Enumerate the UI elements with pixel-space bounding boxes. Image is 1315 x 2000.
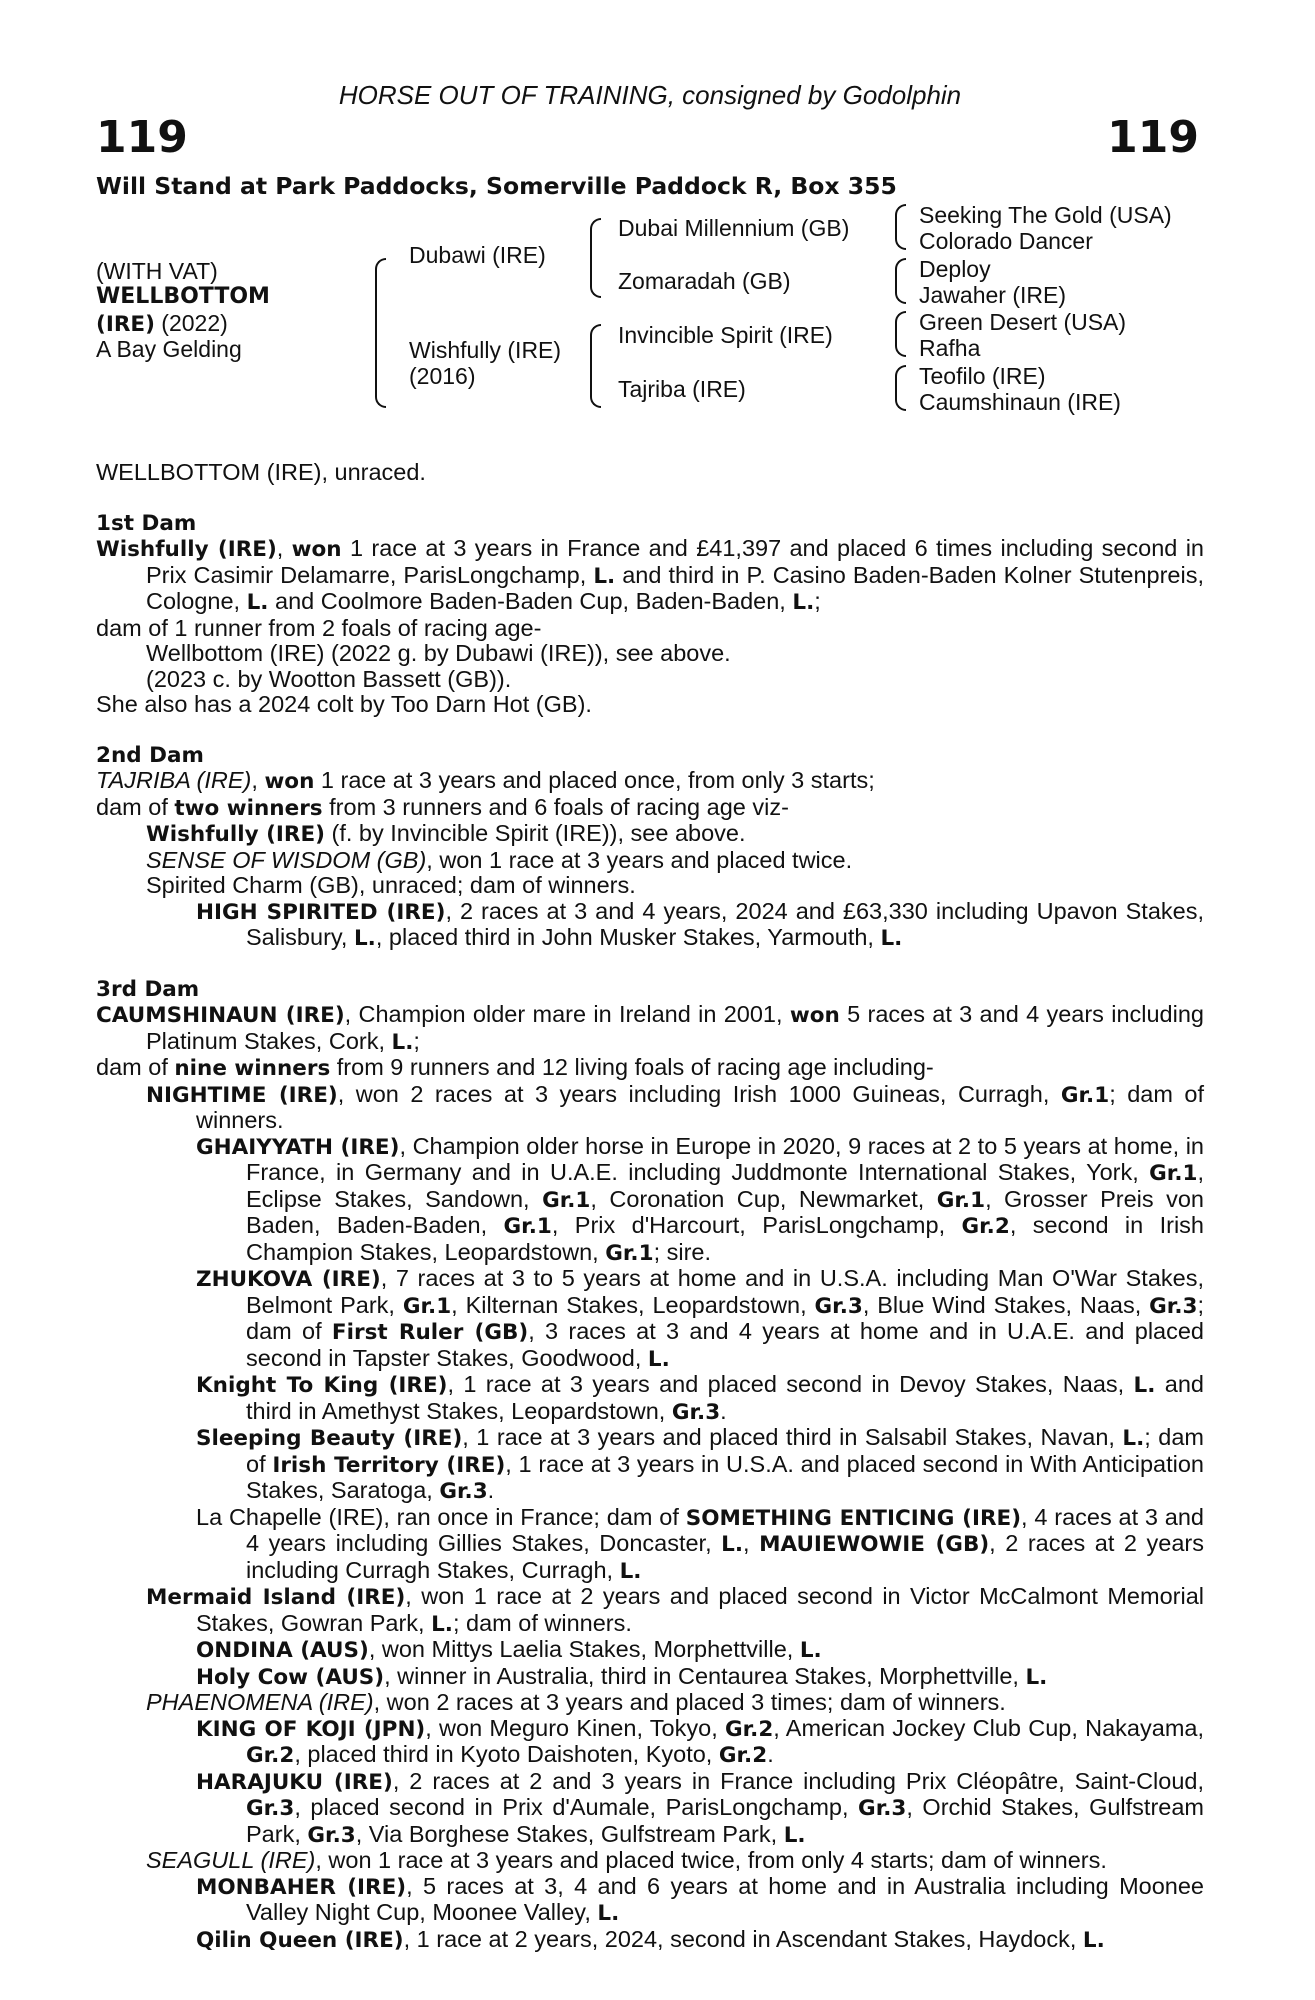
pedigree-brace-dd bbox=[895, 365, 906, 411]
produce-sense-of-wisdom: SENSE OF WISDOM (GB), won 1 race at 3 years and placed twice. bbox=[146, 846, 853, 873]
produce-seagull: SEAGULL (IRE), won 1 race at 3 years and placed twice, from only 4 starts; dam of winners. bbox=[146, 1847, 1107, 1873]
lot-number-left: 119 bbox=[96, 112, 188, 163]
horse-year: (2022) bbox=[154, 310, 228, 336]
lot-number-right: 119 bbox=[1107, 112, 1199, 163]
pedigree-dam-sire: Invincible Spirit (IRE) bbox=[618, 322, 833, 348]
pedigree-ddd: Caumshinaun (IRE) bbox=[919, 389, 1121, 415]
third-dam-record: CAUMSHINAUN (IRE), Champion older mare in Ireland in 2001, won 5 races at 3 and 4 years including Platinum Stakes, Cork, L.; bbox=[96, 1001, 1204, 1055]
consignor-heading: HORSE OUT OF TRAINING, consigned by Godolphin bbox=[338, 80, 962, 110]
first-dam-produce-summary: dam of 1 runner from 2 foals of racing age- bbox=[96, 614, 542, 641]
produce-zhukova: ZHUKOVA (IRE), 7 races at 3 to 5 years at home and in U.S.A. including Man O'War Stakes, Belmont Park, Gr.1, Kilternan Stakes, Leopardstown, Gr.3, Blue Wind Stakes, Naas, Gr.3; dam of First Ruler (GB), 3 races at 3 and 4 years at home and in U.A.E. and placed second in Tapster Stakes, Goodwood, L. bbox=[196, 1265, 1204, 1372]
pedigree-ssd: Colorado Dancer bbox=[919, 228, 1093, 254]
pedigree-dds: Teofilo (IRE) bbox=[919, 363, 1046, 389]
pedigree-dss: Green Desert (USA) bbox=[919, 309, 1127, 335]
pedigree-sire-sire: Dubai Millennium (GB) bbox=[618, 215, 850, 241]
pedigree-sdd: Jawaher (IRE) bbox=[919, 282, 1066, 308]
produce-king-of-koji: KING OF KOJI (JPN), won Meguro Kinen, Tokyo, Gr.2, American Jockey Club Cup, Nakayama, Gr.2, placed third in Kyoto Daishoten, Kyoto, Gr.2. bbox=[196, 1714, 1204, 1768]
produce-nightime: NIGHTIME (IRE), won 2 races at 3 years including Irish 1000 Guineas, Curragh, Gr.1; dam of winners. bbox=[146, 1080, 1205, 1133]
produce-mermaid-island: Mermaid Island (IRE), won 1 race at 2 years and placed second in Victor McCalmont Memorial Stakes, Gowran Park, L.; dam of winners. bbox=[146, 1583, 1204, 1637]
first-dam-heading: 1st Dam bbox=[96, 510, 197, 536]
pedigree-dam-year: (2016) bbox=[409, 363, 476, 389]
race-record: WELLBOTTOM (IRE), unraced. bbox=[96, 459, 426, 485]
pedigree-dam-dam: Tajriba (IRE) bbox=[618, 376, 746, 402]
produce-qilin-queen: Qilin Queen (IRE), 1 race at 2 years, 2024, second in Ascendant Stakes, Haydock, L. bbox=[196, 1925, 1105, 1953]
produce-holy-cow: Holy Cow (AUS), winner in Australia, third in Centaurea Stakes, Morphettville, L. bbox=[196, 1662, 1048, 1690]
pedigree-sire-dam: Zomaradah (GB) bbox=[618, 268, 791, 294]
horse-name-line2 bbox=[96, 310, 228, 338]
produce-ghaiyyath: GHAIYYATH (IRE), Champion older horse in Europe in 2020, 9 races at 2 to 5 years at home, in France, in Germany and in U.A.E. including Juddmonte International Stakes, York, Gr.1, Eclipse Stakes, Sandown, Gr.1, Coronation Cup, Newmarket, Gr.1, Grosser Preis von Baden, Baden-Baden, Gr.1, Prix d'Harcourt, ParisLongchamp, Gr.2, second in Irish Champion Stakes, Leopardstown, Gr.1; sire. bbox=[196, 1132, 1204, 1266]
second-dam-record: TAJRIBA (IRE), won 1 race at 3 years and placed once, from only 3 starts; bbox=[96, 767, 875, 794]
second-dam-heading: 2nd Dam bbox=[96, 742, 204, 768]
produce-2024-colt: She also has a 2024 colt by Too Darn Hot (GB). bbox=[96, 691, 592, 717]
pedigree-brace-sd bbox=[895, 258, 906, 304]
pedigree-brace-ds bbox=[895, 311, 906, 357]
horse-country: (IRE) bbox=[96, 312, 155, 337]
pedigree-brace-dam bbox=[590, 324, 601, 408]
produce-2023-colt: (2023 c. by Wootton Bassett (GB)). bbox=[146, 665, 512, 692]
pedigree-dsd: Rafha bbox=[919, 335, 981, 361]
pedigree-sss: Seeking The Gold (USA) bbox=[919, 202, 1172, 228]
produce-harajuku: HARAJUKU (IRE), 2 races at 2 and 3 years in France including Prix Cléopâtre, Saint-Cloud, Gr.3, placed second in Prix d'Aumale, ParisLongchamp, Gr.3, Orchid Stakes, Gulfstream Park, Gr.3, Via Borghese Stakes, Gulfstream Park, L. bbox=[196, 1767, 1205, 1848]
produce-wellbottom: Wellbottom (IRE) (2022 g. by Dubawi (IRE)), see above. bbox=[146, 640, 731, 666]
produce-phaenomena: PHAENOMENA (IRE), won 2 races at 3 years and placed 3 times; dam of winners. bbox=[146, 1689, 1006, 1715]
pedigree-sire: Dubawi (IRE) bbox=[409, 242, 546, 268]
pedigree-sds: Deploy bbox=[919, 256, 991, 282]
pedigree-dam: Wishfully (IRE) bbox=[409, 337, 562, 363]
produce-high-spirited: HIGH SPIRITED (IRE), 2 races at 3 and 4 years, 2024 and £63,330 including Upavon Stakes, Salisbury, L., placed third in John Musker Stakes, Yarmouth, L. bbox=[196, 897, 1204, 951]
third-dam-heading: 3rd Dam bbox=[96, 976, 200, 1002]
produce-monbaher: MONBAHER (IRE), 5 races at 3, 4 and 6 years at home and in Australia including Moonee Valley Night Cup, Moonee Valley, L. bbox=[196, 1872, 1204, 1926]
produce-wishfully: Wishfully (IRE) (f. by Invincible Spirit (IRE)), see above. bbox=[146, 820, 746, 847]
produce-sleeping-beauty: Sleeping Beauty (IRE), 1 race at 3 years and placed third in Salsabil Stakes, Navan, L.; dam of Irish Territory (IRE), 1 race at 3 years in U.S.A. and placed second in With Anticipation Stakes, Saratoga, Gr.3. bbox=[196, 1424, 1204, 1504]
pedigree-brace-main bbox=[375, 258, 386, 408]
produce-knight-to-king: Knight To King (IRE), 1 race at 3 years and placed second in Devoy Stakes, Naas, L. and third in Amethyst Stakes, Leopardstown, Gr.3. bbox=[196, 1371, 1204, 1425]
pedigree-brace-ss bbox=[895, 204, 906, 250]
third-dam-produce-summary: dam of nine winners from 9 runners and 12 living foals of racing age including- bbox=[96, 1054, 934, 1081]
horse-name: WELLBOTTOM bbox=[96, 284, 270, 309]
pedigree-brace-sire bbox=[590, 218, 601, 298]
produce-la-chapelle: La Chapelle (IRE), ran once in France; dam of SOMETHING ENTICING (IRE), 4 races at 3 and 4 years including Gillies Stakes, Doncaster, L., MAUIEWOWIE (GB), 2 races at 2 years including Curragh Stakes, Curragh, L. bbox=[196, 1503, 1204, 1584]
vat-label: (WITH VAT) bbox=[96, 258, 218, 284]
catalogue-content bbox=[96, 460, 1204, 1953]
stand-location: Will Stand at Park Paddocks, Somerville Paddock R, Box 355 bbox=[96, 172, 897, 200]
horse-description: A Bay Gelding bbox=[96, 336, 242, 362]
produce-ondina: ONDINA (AUS), won Mittys Laelia Stakes, Morphettville, L. bbox=[196, 1636, 822, 1663]
second-dam-produce-summary: dam of two winners from 3 runners and 6 foals of racing age viz- bbox=[96, 793, 789, 821]
produce-spirited-charm: Spirited Charm (GB), unraced; dam of winners. bbox=[146, 872, 636, 898]
first-dam-record: Wishfully (IRE), won 1 race at 3 years in France and £41,397 and placed 6 times including second in Prix Casimir Delamarre, ParisLongchamp, L. and third in P. Casino Baden-Baden Kolner Stutenpreis, Cologne, L. and Coolmore Baden-Baden Cup, Baden-Baden, L.; bbox=[96, 535, 1204, 615]
